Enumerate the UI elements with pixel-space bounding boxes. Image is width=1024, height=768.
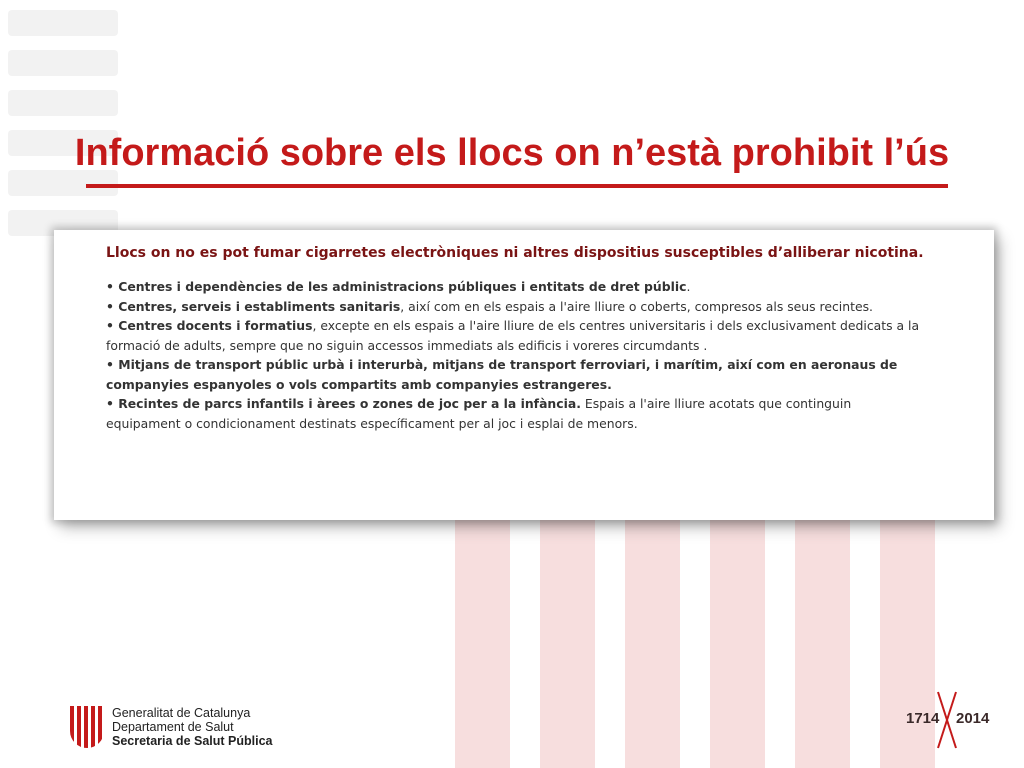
footer-line-secretaria: Secretaria de Salut Pública xyxy=(112,734,273,748)
list-item-text: . xyxy=(686,279,691,294)
slide-title: Informació sobre els llocs on n’està prohibit l’ús xyxy=(74,132,950,174)
footer-text xyxy=(112,706,273,748)
list-item-text: Espais a l'aire lliure acotats que continguin equipament o condicionament destinats específicament per al joc i esplai de menors. xyxy=(106,396,852,431)
list-item xyxy=(106,316,926,355)
list-item-text: , excepte en els espais a l'aire lliure de els centres universitaris i dels exclusivament dedicats a la formació de adults, sempre que no siguin accessos immediats als edificis i voreres circumdants . xyxy=(106,318,920,353)
list-item-bold: • Centres docents i formatius xyxy=(106,318,313,333)
footer-line-department: Departament de Salut xyxy=(112,720,234,734)
generalitat-logo xyxy=(70,706,273,748)
list-item-bold: • Centres, serveis i establiments sanitaris xyxy=(106,298,401,314)
panel-heading: Llocs on no es pot fumar cigarretes electròniques ni altres dispositius susceptibles d’alliberar nicotina. xyxy=(106,245,924,261)
senyera-icon xyxy=(70,706,104,748)
list-item-bold: • Recintes de parcs infantils i àrees o zones de joc per a la infància. xyxy=(106,396,581,411)
info-panel-content xyxy=(106,244,926,433)
title-underline xyxy=(86,184,948,188)
footer-line-generalitat: Generalitat de Catalunya xyxy=(112,706,251,720)
list-item xyxy=(106,394,926,433)
list-item xyxy=(106,277,926,297)
list-item-bold: • Centres i dependències de les administracions públiques i entitats de dret públic xyxy=(106,279,687,294)
anniversary-year-start: 1714 xyxy=(906,710,940,727)
info-panel xyxy=(54,230,994,520)
anniversary-year-end: 2014 xyxy=(956,710,990,727)
anniversary-logo xyxy=(906,690,996,750)
list-item-bold: • Mitjans de transport públic urbà i interurbà, mitjans de transport ferroviari, i marítim, així com en aeronaus de companyies espanyoles o vols compartits amb companyies estrangeres. xyxy=(106,357,898,392)
list-item xyxy=(106,297,926,317)
list-item xyxy=(106,355,926,394)
list-item-text: , així com en els espais a l'aire lliure o coberts, compresos als seus recintes. xyxy=(400,298,873,314)
